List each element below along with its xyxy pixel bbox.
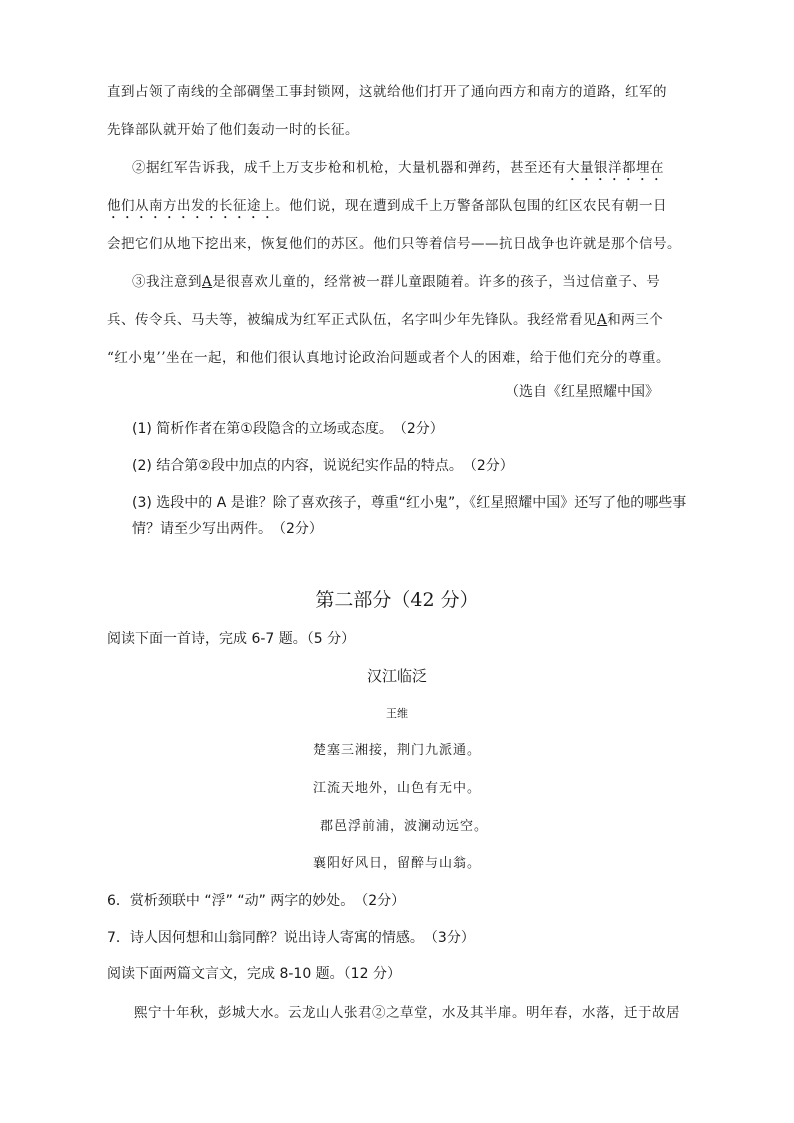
question-2: (2) 结合第②段中加点的内容，说说纪实作品的特点。 （2分）: [132, 458, 514, 474]
question-3-line-2: 情？请至少写出两件。 （2分）: [132, 521, 323, 537]
poem-line: 郡邑浮前浦，波澜动远空。: [319, 819, 488, 834]
paragraph-3-line: [132, 270, 660, 290]
passage-line: 直到占领了南线的全部碉堡工事封锁网，这就给他们打开了通向西方和南方的道路，红军的: [107, 84, 667, 100]
source-citation: （选自《红星照耀中国》: [505, 384, 659, 400]
question-7: 7．诗人因何想和山翁同醉？说出诗人寄寓的情感。 （3分）: [107, 930, 475, 946]
instructions: 阅读下面两篇文言文，完成 8-10 题。（12 分）: [107, 966, 401, 982]
poem-line: 江流天地外，山色有无中。: [312, 781, 481, 796]
passage-text: 是很喜欢儿童的，经常被一群儿童跟随着。许多的孩子，当过信童子、号: [212, 274, 661, 290]
blank-a: A: [202, 274, 213, 290]
passage-text: 和两三个: [607, 312, 664, 328]
passage-line: 会把它们从地下挖出来，恢复他们的苏区。他们只等着信号——抗日战争也许就是那个信号。: [107, 236, 681, 252]
paragraph-number: ②: [132, 160, 146, 176]
blank-a: A: [597, 312, 608, 328]
poem-line: 楚塞三湘接，荆门九派通。: [312, 743, 481, 758]
dotted-text: 他们从南方出发的长征途上: [107, 198, 275, 214]
passage-text: 兵、传令兵、马夫等，被编成为红军正式队伍，名字叫少年先锋队。我经常看见: [107, 312, 597, 328]
section-heading: 第二部分（42 分）: [315, 589, 479, 611]
question-3-line-1: (3) 选段中的 A 是谁？除了喜欢孩子，尊重“红小鬼”，《红星照耀中国》还写了他的哪些事: [132, 495, 687, 511]
poem-title: 汉江临泛: [366, 667, 427, 685]
question-1: (1) 简析作者在第①段隐含的立场或态度。 （2分）: [132, 421, 444, 437]
passage-text: 据红军告诉我，成千上万支步枪和机枪，大量机器和弹药，甚至还有: [146, 160, 566, 176]
passage-text: 。他们说，现在遭到成千上万警备部队包围的红区农民有朝一日: [275, 198, 667, 214]
instructions: 阅读下面一首诗，完成 6-7 题。（5 分）: [107, 631, 356, 647]
dotted-text: 大量银洋都埋在: [566, 160, 664, 176]
paragraph-number: ③: [132, 274, 146, 290]
classical-text-line: 熙宁十年秋，彭城大水。云龙山人张君②之草堂，水及其半扉。明年春，水落，迁于故居: [134, 1005, 680, 1021]
passage-line: 先锋部队就开始了他们轰动一时的长征。: [107, 122, 359, 138]
passage-line: [107, 194, 667, 222]
passage-line: [107, 308, 663, 328]
passage-line: “红小鬼’’坐在一起，和他们很认真地讨论政治问题或者个人的困难，给于他们充分的尊重。: [107, 350, 670, 366]
passage-text: 我注意到: [146, 274, 202, 290]
poem-line: 襄阳好风日，留醉与山翁。: [312, 856, 481, 871]
poem-author: 王维: [386, 707, 408, 720]
question-6: 6．赏析颈联中 “浮” “动” 两字的妙处。 （2分）: [107, 893, 406, 909]
paragraph-2-line: [132, 156, 664, 184]
